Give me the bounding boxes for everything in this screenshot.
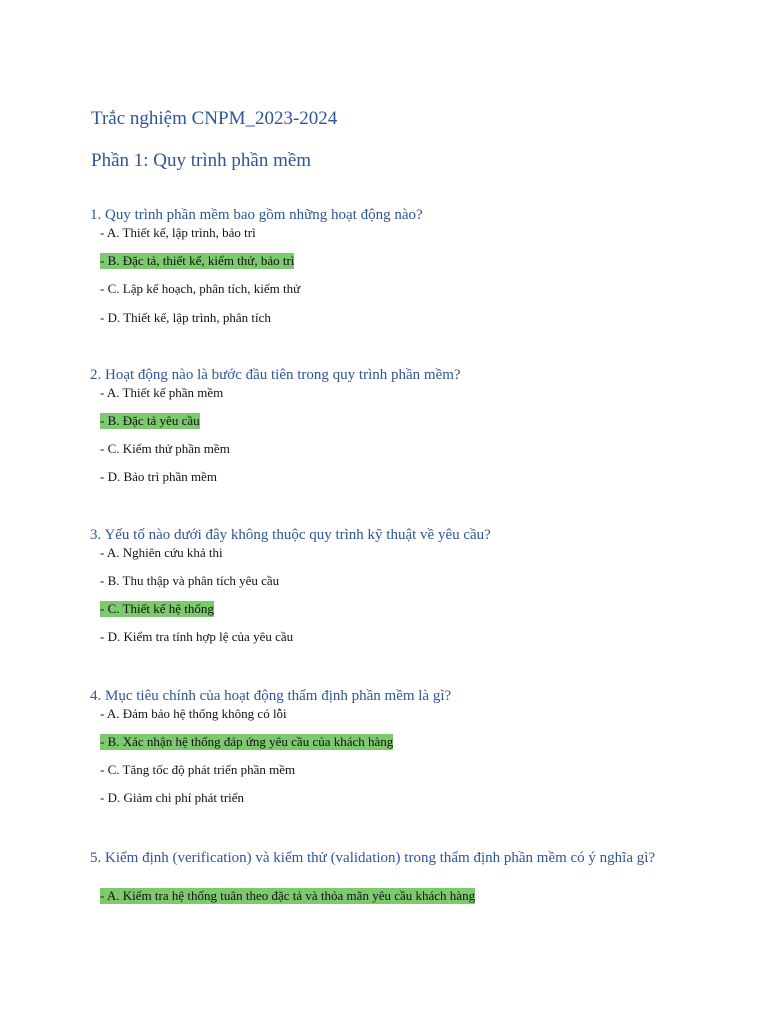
option-b-highlighted: - B. Đặc tả, thiết kế, kiểm thử, bảo trì <box>100 253 295 268</box>
question-text: 3. Yếu tố nào dưới đây không thuộc quy trình kỹ thuật về yêu cầu? <box>90 527 491 543</box>
section-title: Phần 1: Quy trình phần mềm <box>91 150 312 171</box>
question-text: 4. Mục tiêu chính của hoạt động thẩm định phần mềm là gì? <box>90 688 452 704</box>
question-text: 5. Kiểm định (verification) và kiểm thử (validation) trong thẩm định phần mềm có ý nghĩa gì? <box>90 850 656 866</box>
option-a-highlighted: - A. Kiểm tra hệ thống tuân theo đặc tả và thỏa mãn yêu cầu khách hàng <box>100 888 476 903</box>
option-a: - A. Nghiên cứu khả thi <box>100 545 223 560</box>
question-text: 2. Hoạt động nào là bước đầu tiên trong quy trình phần mềm? <box>90 367 461 383</box>
option-b-highlighted: - B. Xác nhận hệ thống đáp ứng yêu cầu của khách hàng <box>100 734 394 749</box>
option-c: - C. Tăng tốc độ phát triển phần mềm <box>100 762 296 777</box>
option-d: - D. Thiết kế, lập trình, phân tích <box>100 310 271 325</box>
option-a: - A. Đảm bảo hệ thống không có lỗi <box>100 706 287 721</box>
option-c: - C. Kiểm thử phần mềm <box>100 441 230 456</box>
option-a: - A. Thiết kế phần mềm <box>100 385 224 400</box>
question-text: 1. Quy trình phần mềm bao gồm những hoạt động nào? <box>90 207 423 223</box>
document-title: Trắc nghiệm CNPM_2023-2024 <box>91 108 338 129</box>
option-d: - D. Kiểm tra tính hợp lệ của yêu cầu <box>100 629 294 644</box>
option-d: - D. Giảm chi phí phát triển <box>100 790 245 805</box>
option-c-highlighted: - C. Thiết kế hệ thống <box>100 601 214 616</box>
option-c: - C. Lập kế hoạch, phân tích, kiểm thử <box>100 281 301 296</box>
option-b-highlighted: - B. Đặc tả yêu cầu <box>100 413 200 428</box>
option-b: - B. Thu thập và phân tích yêu cầu <box>100 573 280 588</box>
option-a: - A. Thiết kế, lập trình, bảo trì <box>100 225 256 240</box>
option-d: - D. Bảo trì phần mềm <box>100 469 217 484</box>
